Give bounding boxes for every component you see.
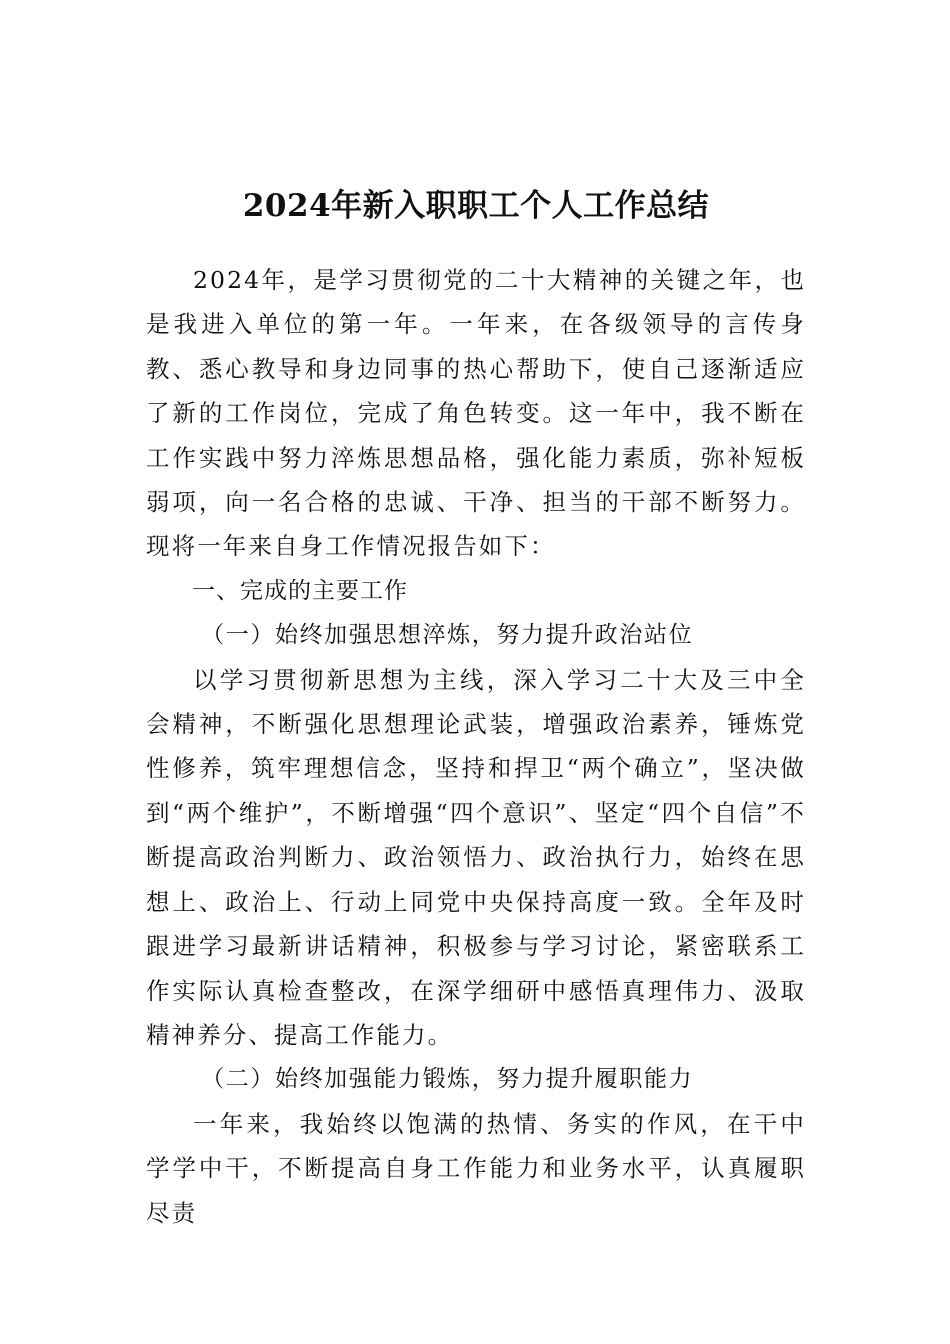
section-heading-main-work: 一、完成的主要工作 bbox=[192, 577, 408, 604]
document-body bbox=[146, 258, 806, 1235]
ideology-paragraph: 以学习贯彻新思想为主线，深入学习二十大及三中全会精神，不断强化思想理论武装，增强政治素养，锤炼党性修养，筑牢理想信念，坚持和捍卫“两个确立”，坚决做到“两个维护”，不断增强“四个意识”、坚定“四个自信”不断提高政治判断力、政治领悟力、政治执行力，始终在思想上、政治上、行动上同党中央保持高度一致。全年及时跟进学习最新讲话精神，积极参与学习讨论，紧密联系工作实际认真检查整改，在深学细研中感悟真理伟力、汲取精神养分、提高工作能力。 bbox=[146, 665, 806, 1049]
intro-paragraph: 2024年，是学习贯彻党的二十大精神的关键之年，也是我进入单位的第一年。一年来，在各级领导的言传身教、悉心教导和身边同事的热心帮助下，使自己逐渐适应了新的工作岗位，完成了角色转变。这一年中，我不断在工作实践中努力淬炼思想品格，强化能力素质，弥补短板弱项，向一名合格的忠诚、干净、担当的干部不断努力。现将一年来自身工作情况报告如下： bbox=[146, 266, 806, 561]
capability-paragraph: 一年来，我始终以饱满的热情、务实的作风，在干中学学中干，不断提高自身工作能力和业务水平，认真履职尽责 bbox=[146, 1109, 806, 1227]
subsection-heading-ideology: （一）始终加强思想淬炼，努力提升政治站位 bbox=[201, 622, 694, 649]
subsection-heading-capability: （二）始终加强能力锻炼，努力提升履职能力 bbox=[201, 1066, 694, 1093]
document-title: 2024年新入职职工个人工作总结 bbox=[242, 187, 710, 224]
